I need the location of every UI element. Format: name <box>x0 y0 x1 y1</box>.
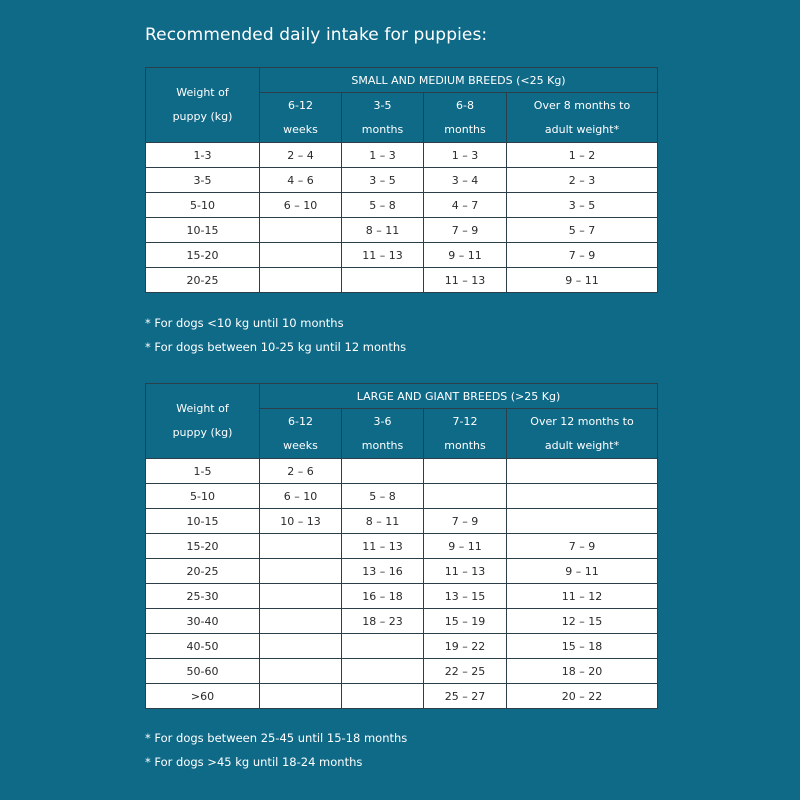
table-cell: 50-60 <box>146 659 260 684</box>
table-cell: 5-10 <box>146 484 260 509</box>
breed-group-header: LARGE AND GIANT BREEDS (>25 Kg) <box>260 384 658 409</box>
footnote: * For dogs between 25-45 until 15-18 months <box>145 731 408 745</box>
table-cell <box>260 684 342 709</box>
table-row <box>146 218 658 243</box>
table-cell: 1-3 <box>146 143 260 168</box>
table-cell: 12 – 15 <box>507 609 658 634</box>
table-cell <box>342 684 424 709</box>
table-cell: 7 – 9 <box>507 534 658 559</box>
table-row <box>146 193 658 218</box>
age-column-header: 6-8 months <box>424 93 507 143</box>
table-cell <box>507 484 658 509</box>
table-cell <box>260 634 342 659</box>
table-cell <box>260 218 342 243</box>
table-cell: 1-5 <box>146 459 260 484</box>
table-cell: 22 – 25 <box>424 659 507 684</box>
table-cell <box>342 634 424 659</box>
table-cell: 30-40 <box>146 609 260 634</box>
table-cell: 9 – 11 <box>507 268 658 293</box>
table-row <box>146 459 658 484</box>
table-cell <box>260 609 342 634</box>
table-cell <box>507 509 658 534</box>
table-cell: 3-5 <box>146 168 260 193</box>
table-row <box>146 634 658 659</box>
table-row <box>146 168 658 193</box>
table-cell: 11 – 13 <box>424 268 507 293</box>
table-cell: 2 – 3 <box>507 168 658 193</box>
table-cell: 8 – 11 <box>342 218 424 243</box>
table-cell: 1 – 2 <box>507 143 658 168</box>
table-cell: 7 – 9 <box>507 243 658 268</box>
table-cell: 5 – 7 <box>507 218 658 243</box>
table-cell <box>260 268 342 293</box>
table-cell: 11 – 13 <box>342 243 424 268</box>
table-cell: 3 – 5 <box>507 193 658 218</box>
table-cell: 15-20 <box>146 534 260 559</box>
age-column-header: Over 8 months to adult weight* <box>507 93 658 143</box>
table-cell: 13 – 15 <box>424 584 507 609</box>
table-cell <box>260 584 342 609</box>
weight-column-header: Weight of puppy (kg) <box>146 68 260 143</box>
table-cell: 7 – 9 <box>424 509 507 534</box>
table-cell <box>342 268 424 293</box>
table-row <box>146 584 658 609</box>
table-row <box>146 509 658 534</box>
table-cell <box>424 484 507 509</box>
table-row <box>146 143 658 168</box>
table-row <box>146 534 658 559</box>
table-cell <box>342 659 424 684</box>
table-row <box>146 243 658 268</box>
table-cell: 10-15 <box>146 218 260 243</box>
table-cell: 11 – 13 <box>424 559 507 584</box>
table-cell: 25-30 <box>146 584 260 609</box>
table-cell: 5 – 8 <box>342 193 424 218</box>
table-cell: 11 – 13 <box>342 534 424 559</box>
table-cell: 11 – 12 <box>507 584 658 609</box>
age-column-header: 3-5 months <box>342 93 424 143</box>
table-row <box>146 659 658 684</box>
table-cell: 10 – 13 <box>260 509 342 534</box>
table-cell: 15 – 19 <box>424 609 507 634</box>
footnote: * For dogs >45 kg until 18-24 months <box>145 755 363 769</box>
table-cell: 20 – 22 <box>507 684 658 709</box>
table-cell: 9 – 11 <box>424 243 507 268</box>
table-cell: 20-25 <box>146 559 260 584</box>
table-row <box>146 684 658 709</box>
large-giant-breeds-table <box>145 383 658 709</box>
table-cell: 13 – 16 <box>342 559 424 584</box>
footnote: * For dogs <10 kg until 10 months <box>145 316 344 330</box>
breed-group-header: SMALL AND MEDIUM BREEDS (<25 Kg) <box>260 68 658 93</box>
table-cell: 3 – 4 <box>424 168 507 193</box>
table-cell <box>260 534 342 559</box>
table-cell: 1 – 3 <box>342 143 424 168</box>
table-cell: 15 – 18 <box>507 634 658 659</box>
age-column-header: Over 12 months to adult weight* <box>507 409 658 459</box>
small-medium-breeds-table <box>145 67 658 293</box>
table-row <box>146 559 658 584</box>
table-cell: 2 – 4 <box>260 143 342 168</box>
table-cell <box>260 659 342 684</box>
footnote: * For dogs between 10-25 kg until 12 months <box>145 340 407 354</box>
table-cell: 5-10 <box>146 193 260 218</box>
table-cell: 9 – 11 <box>424 534 507 559</box>
weight-column-header: Weight of puppy (kg) <box>146 384 260 459</box>
table-cell <box>507 459 658 484</box>
table-cell: 16 – 18 <box>342 584 424 609</box>
table-cell: 40-50 <box>146 634 260 659</box>
table-cell: 6 – 10 <box>260 193 342 218</box>
table-cell: 1 – 3 <box>424 143 507 168</box>
table-cell: 8 – 11 <box>342 509 424 534</box>
table-cell: 18 – 23 <box>342 609 424 634</box>
table-cell: 18 – 20 <box>507 659 658 684</box>
table-cell: 10-15 <box>146 509 260 534</box>
table-cell: 3 – 5 <box>342 168 424 193</box>
table-row <box>146 268 658 293</box>
table-row <box>146 484 658 509</box>
age-column-header: 6-12 weeks <box>260 93 342 143</box>
table-row <box>146 609 658 634</box>
table-cell: 4 – 6 <box>260 168 342 193</box>
table-cell: 7 – 9 <box>424 218 507 243</box>
table-cell: 9 – 11 <box>507 559 658 584</box>
table-cell: 20-25 <box>146 268 260 293</box>
table-cell: 15-20 <box>146 243 260 268</box>
table-cell: >60 <box>146 684 260 709</box>
table-cell <box>424 459 507 484</box>
table-cell: 2 – 6 <box>260 459 342 484</box>
table-cell <box>342 459 424 484</box>
table-cell: 19 – 22 <box>424 634 507 659</box>
table-cell: 4 – 7 <box>424 193 507 218</box>
table-cell: 25 – 27 <box>424 684 507 709</box>
age-column-header: 3-6 months <box>342 409 424 459</box>
age-column-header: 6-12 weeks <box>260 409 342 459</box>
age-column-header: 7-12 months <box>424 409 507 459</box>
table-cell <box>260 559 342 584</box>
page-title: Recommended daily intake for puppies: <box>145 25 488 45</box>
table-cell: 6 – 10 <box>260 484 342 509</box>
table-cell <box>260 243 342 268</box>
table-cell: 5 – 8 <box>342 484 424 509</box>
